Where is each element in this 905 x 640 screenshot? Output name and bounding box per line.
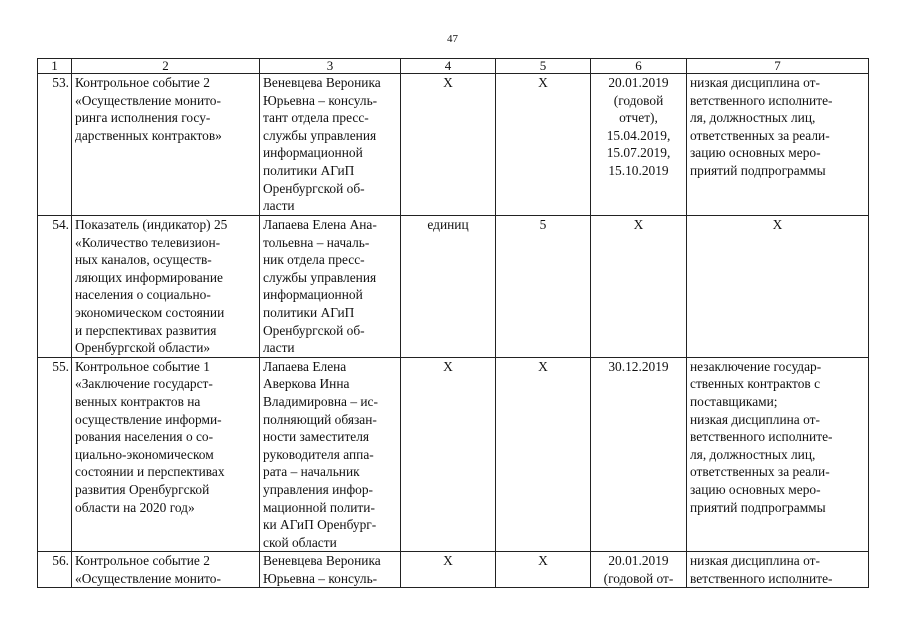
header-cell: 1 (38, 59, 72, 74)
event-cell: Контрольное событие 1 «Заключение государст- венных контрактов на осуществление информи- рования населения о со- циально-экономическом состоянии и перспективах развития Оренбургской области на 2020 год» (72, 357, 260, 552)
date-cell: 30.12.2019 (591, 357, 687, 552)
row-number: 53. (38, 74, 72, 216)
event-cell: Контрольное событие 2 «Осуществление монито- ринга исполнения госу- дарственных контрактов» (72, 74, 260, 216)
event-cell: Контрольное событие 2 «Осуществление монито- (72, 552, 260, 588)
value-cell: 5 (496, 216, 591, 358)
header-cell: 3 (260, 59, 401, 74)
risk-cell: низкая дисциплина от- ветственного исполните- ля, должностных лиц, ответственных за реали- зацию основных меро- приятий подпрограммы (687, 74, 869, 216)
row-number: 55. (38, 357, 72, 552)
date-cell: 20.01.2019 (годовой отчет), 15.04.2019, 15.07.2019, 15.10.2019 (591, 74, 687, 216)
value-cell: Х (496, 357, 591, 552)
risk-cell: Х (687, 216, 869, 358)
row-number: 56. (38, 552, 72, 588)
value-cell: Х (496, 74, 591, 216)
header-cell: 7 (687, 59, 869, 74)
header-cell: 5 (496, 59, 591, 74)
table-row (38, 74, 869, 216)
table-header-row (38, 59, 869, 74)
table-row (38, 357, 869, 552)
responsible-cell: Лапаева Елена Ана- тольевна – началь- ник отдела пресс- службы управления информационной политики АГиП Оренбургской об- ласти (260, 216, 401, 358)
responsible-cell: Веневцева Вероника Юрьевна – консуль- (260, 552, 401, 588)
header-cell: 4 (401, 59, 496, 74)
unit-cell: Х (401, 357, 496, 552)
responsible-cell: Веневцева Вероника Юрьевна – консуль- тант отдела пресс- службы управления информационной политики АГиП Оренбургской об- ласти (260, 74, 401, 216)
responsible-cell: Лапаева Елена Аверкова Инна Владимировна – ис- полняющий обязан- ности заместителя руководителя аппа- рата – начальник управления инфор- мационной полити- ки АГиП Оренбург- ской области (260, 357, 401, 552)
header-cell: 6 (591, 59, 687, 74)
event-cell: Показатель (индикатор) 25 «Количество телевизион- ных каналов, осуществ- ляющих информирование населения о социально- экономическом состоянии и перспективах развития Оренбургской области» (72, 216, 260, 358)
plan-table (37, 58, 869, 588)
table-row (38, 552, 869, 588)
unit-cell: Х (401, 552, 496, 588)
row-number: 54. (38, 216, 72, 358)
risk-cell: низкая дисциплина от- ветственного исполните- (687, 552, 869, 588)
table-row (38, 216, 869, 358)
unit-cell: Х (401, 74, 496, 216)
risk-cell: незаключение государ- ственных контрактов с поставщиками; низкая дисциплина от- ветственного исполните- ля, должностных лиц, ответственных за реали- зацию основных меро- приятий подпрограммы (687, 357, 869, 552)
unit-cell: единиц (401, 216, 496, 358)
value-cell: Х (496, 552, 591, 588)
page-number: 47 (447, 33, 458, 45)
header-cell: 2 (72, 59, 260, 74)
date-cell: Х (591, 216, 687, 358)
date-cell: 20.01.2019 (годовой от- (591, 552, 687, 588)
